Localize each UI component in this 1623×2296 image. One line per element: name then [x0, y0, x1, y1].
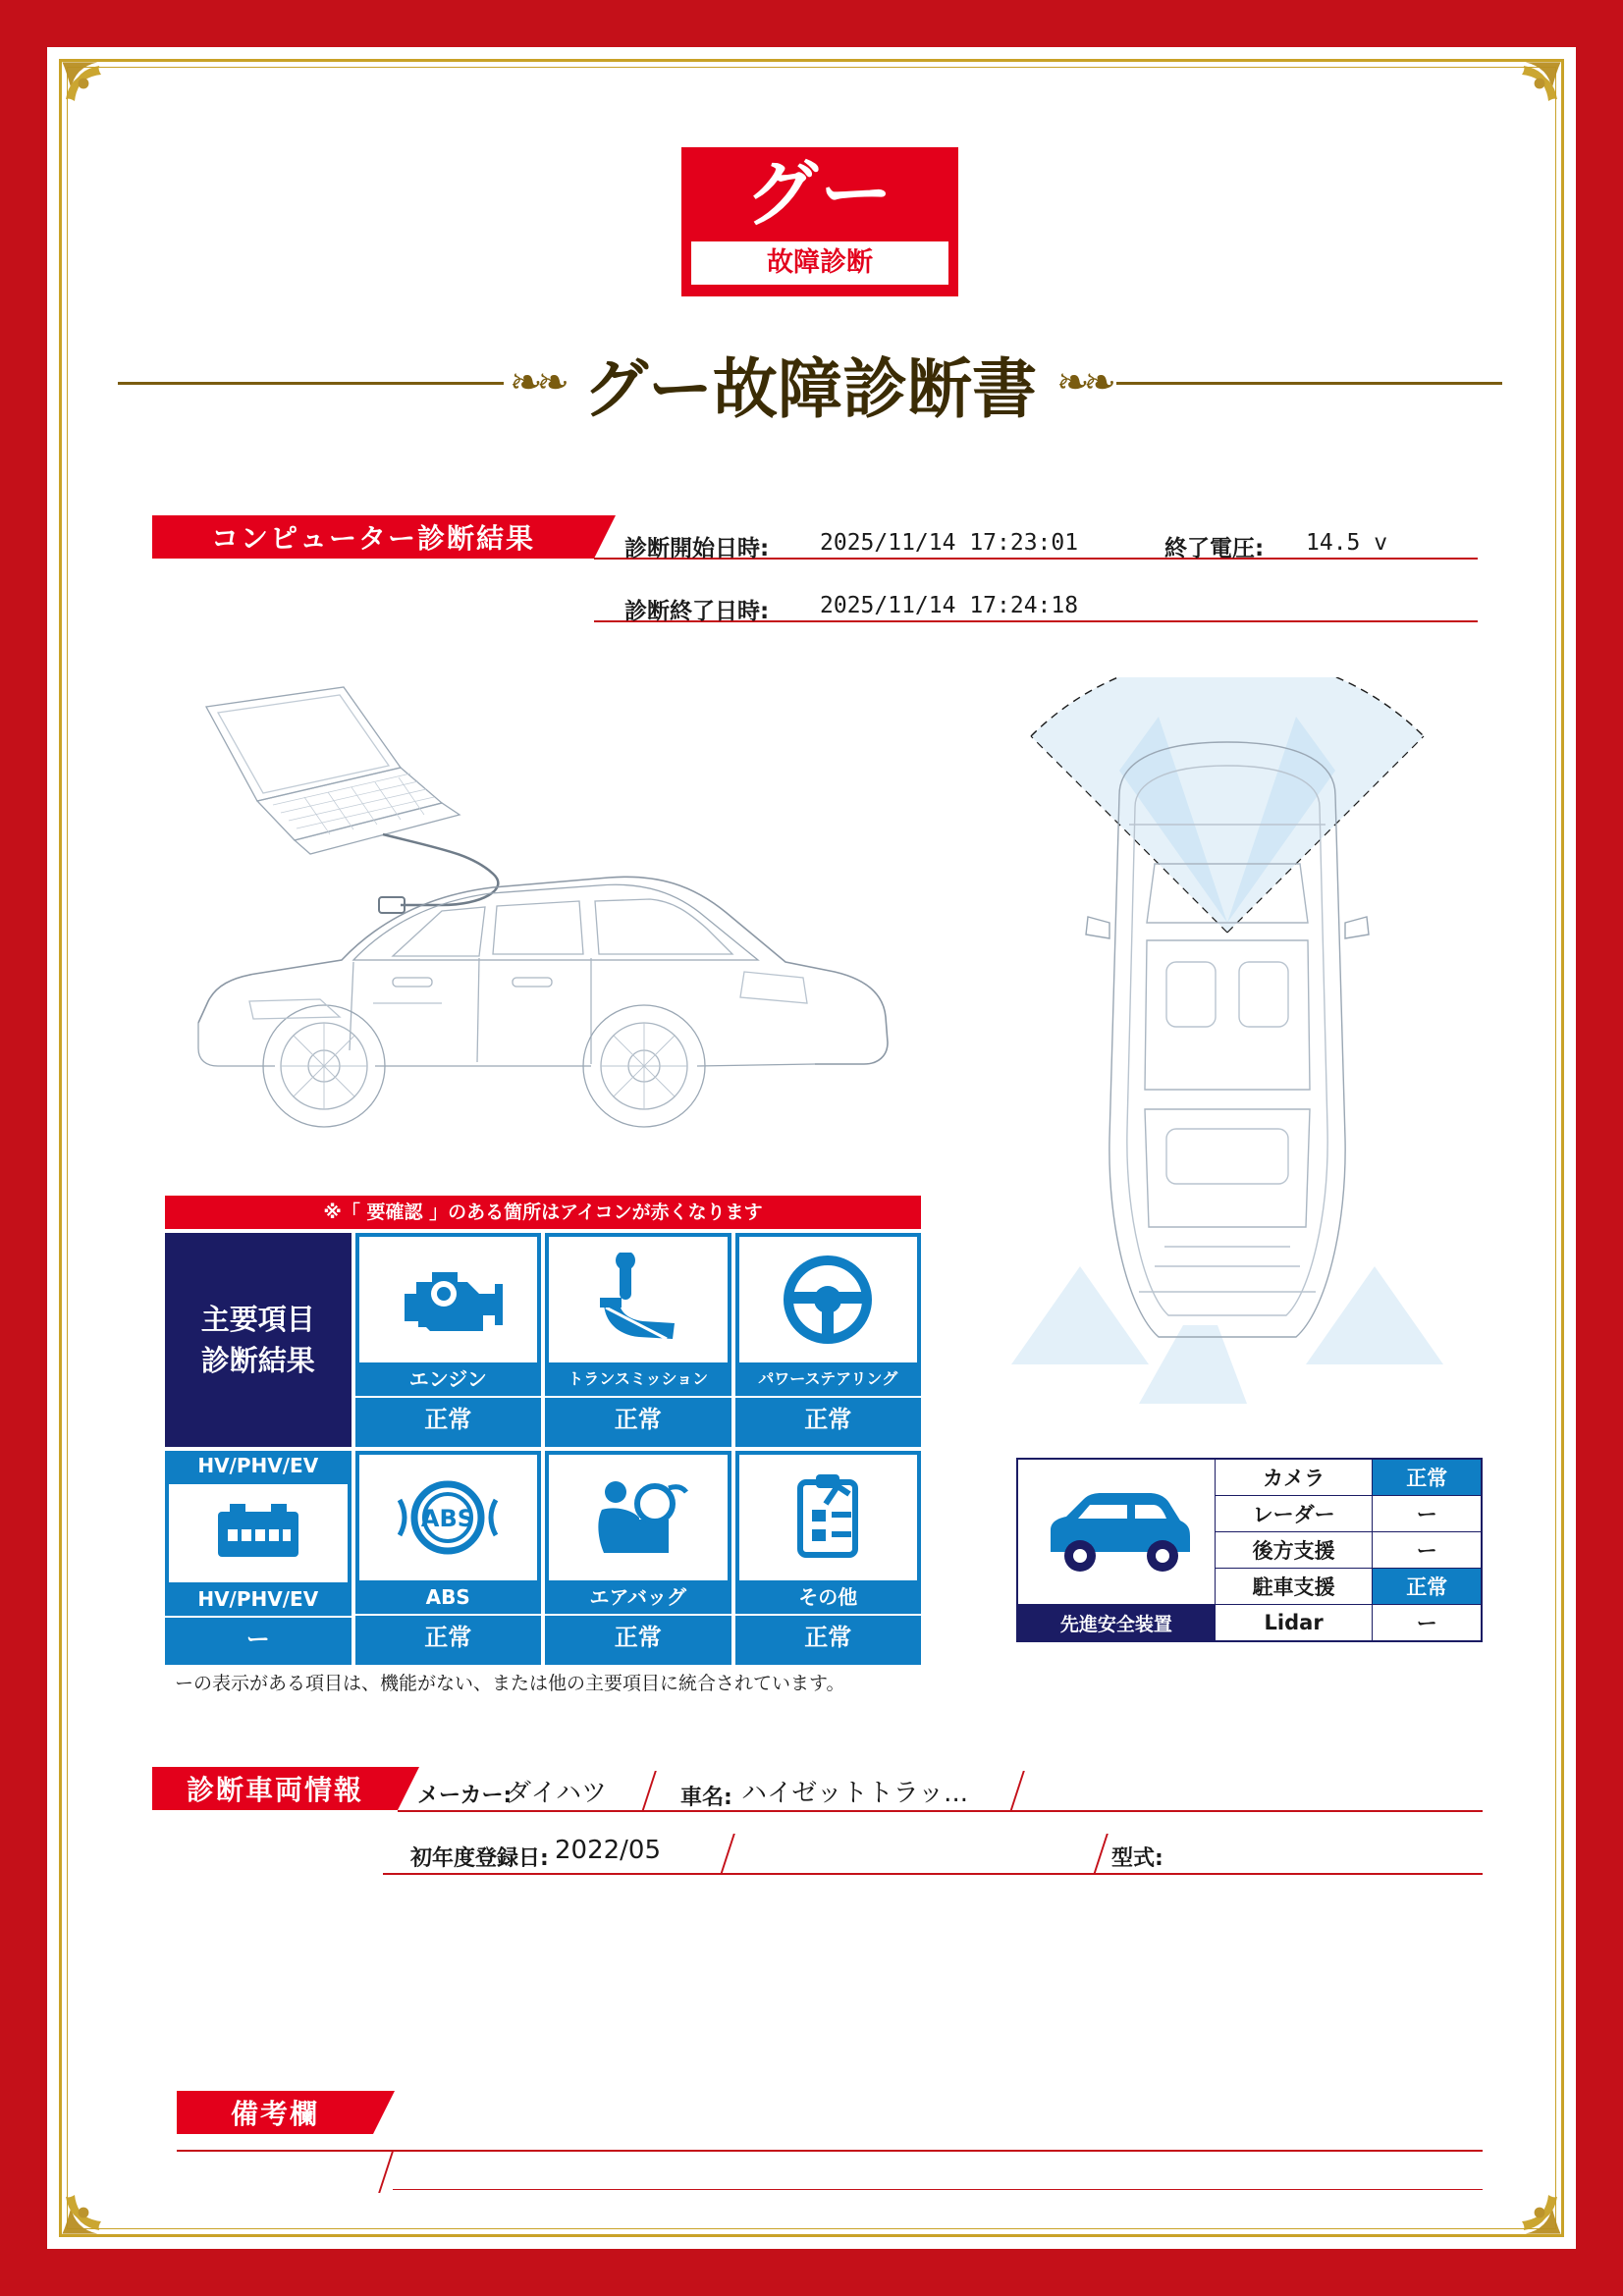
steering-icon-svg	[774, 1253, 882, 1347]
item-others-label: その他	[798, 1585, 858, 1609]
abs-icon	[359, 1455, 538, 1580]
items-banner: ※「 要確認 」のある箇所はアイコンが赤くなります	[165, 1196, 921, 1229]
corner-ornament-icon	[57, 57, 145, 145]
section-computer-result-label: コンピューター診断結果	[210, 522, 535, 555]
item-hv-status: ー	[165, 1616, 352, 1661]
item-abs-status: 正常	[355, 1614, 542, 1659]
start-datetime-value: 2025/11/14 17:23:01	[820, 530, 1079, 556]
item-transmission	[545, 1233, 731, 1447]
items-note: ーの表示がある項目は、機能がない、または他の主要項目に統合されています。	[175, 1673, 845, 1694]
vehicle-rule-2	[383, 1873, 1483, 1875]
main-items-grid	[165, 1233, 921, 1665]
page-title	[118, 334, 1502, 432]
item-engine-label: エンジン	[408, 1367, 487, 1391]
corner-ornament-icon	[1478, 57, 1566, 145]
main-items-title-line2: 診断結果	[200, 1344, 315, 1377]
vehicle-rule-1	[398, 1810, 1483, 1812]
transmission-icon	[549, 1237, 728, 1362]
adas-status-parking-support: 正常	[1373, 1569, 1482, 1605]
adas-status-rear-support: ー	[1373, 1532, 1482, 1569]
battery-icon	[169, 1484, 348, 1582]
item-others	[735, 1451, 922, 1665]
goo-logo	[681, 147, 958, 296]
maker-label: メーカー:	[417, 1784, 513, 1808]
first-registration-value: 2022/05	[555, 1836, 662, 1865]
title-ornament-icon: ❧❧	[509, 361, 564, 404]
adas-sensor-illustration	[972, 677, 1483, 1423]
laptop-car-illustration	[147, 677, 943, 1188]
adas-table	[1016, 1458, 1483, 1642]
item-abs	[355, 1451, 542, 1665]
item-hv-phv-ev	[165, 1451, 352, 1665]
adas-name-rear-support: 後方支援	[1215, 1532, 1373, 1569]
adas-name-lidar: Lidar	[1215, 1605, 1373, 1642]
clipboard-icon	[739, 1455, 918, 1580]
abs-icon-svg	[394, 1470, 502, 1565]
item-transmission-label: トランスミッション	[568, 1369, 709, 1388]
voltage-value: 14.5 v	[1306, 530, 1388, 556]
remarks-rule-1	[177, 2150, 1483, 2152]
item-engine	[355, 1233, 542, 1447]
item-power-steering	[735, 1233, 922, 1447]
item-engine-status: 正常	[355, 1396, 542, 1441]
title-rule-left	[118, 382, 504, 385]
item-airbag	[545, 1451, 731, 1665]
adas-name-radar: レーダー	[1215, 1496, 1373, 1532]
logo-main-text: グー	[745, 152, 894, 237]
adas-status-radar: ー	[1373, 1496, 1482, 1532]
item-airbag-label: エアバッグ	[589, 1585, 686, 1609]
adas-status-camera: 正常	[1373, 1459, 1482, 1496]
remarks-rule-2	[393, 2189, 1483, 2190]
item-power-steering-status: 正常	[735, 1396, 922, 1441]
car-name-value: ハイゼットトラッ...	[741, 1779, 968, 1808]
maker-value: ダイハツ	[506, 1779, 607, 1808]
adas-name-parking-support: 駐車支援	[1215, 1569, 1373, 1605]
section-computer-result	[152, 515, 594, 559]
steering-icon	[739, 1237, 918, 1362]
item-transmission-status: 正常	[545, 1396, 731, 1441]
item-abs-label: ABS	[425, 1585, 470, 1609]
clipboard-icon-svg	[779, 1470, 877, 1565]
item-hv-label: HV/PHV/EV	[197, 1587, 319, 1611]
adas-table-title: 先進安全装置	[1017, 1605, 1215, 1642]
logo-sub-text: 故障診断	[767, 247, 873, 278]
section-vehicle-info-label: 診断車両情報	[186, 1774, 363, 1806]
voltage-label: 終了電圧:	[1164, 536, 1265, 561]
end-datetime-label: 診断終了日時:	[624, 599, 770, 624]
table-row	[1017, 1605, 1482, 1642]
section-vehicle-info	[152, 1767, 398, 1810]
page-title-text: グー故障診断書	[583, 350, 1037, 427]
model-code-label: 型式:	[1111, 1846, 1163, 1871]
svg-text:ABS: ABS	[421, 1505, 475, 1532]
title-rule-right	[1116, 382, 1502, 385]
airbag-icon-svg	[584, 1470, 692, 1565]
main-items-title	[165, 1233, 352, 1447]
engine-icon-svg	[389, 1253, 507, 1347]
start-datetime-label: 診断開始日時:	[624, 536, 770, 561]
car-icon-svg	[1033, 1475, 1200, 1583]
adas-car-icon	[1017, 1459, 1215, 1605]
logo-sub-box	[691, 241, 948, 285]
first-registration-label: 初年度登録日:	[410, 1846, 549, 1871]
engine-icon	[359, 1237, 538, 1362]
corner-ornament-icon	[1478, 2151, 1566, 2239]
transmission-icon-svg	[584, 1253, 692, 1347]
section-remarks-label: 備考欄	[230, 2098, 319, 2130]
item-others-status: 正常	[735, 1614, 922, 1659]
table-row	[1017, 1459, 1482, 1496]
item-airbag-status: 正常	[545, 1614, 731, 1659]
main-items-title-line1: 主要項目	[200, 1303, 315, 1336]
item-power-steering-label: パワーステアリング	[758, 1369, 898, 1388]
car-name-label: 車名:	[680, 1786, 732, 1810]
battery-icon-svg	[204, 1496, 312, 1571]
item-hv-top-label: HV/PHV/EV	[197, 1454, 319, 1477]
adas-name-camera: カメラ	[1215, 1459, 1373, 1496]
title-ornament-icon: ❧❧	[1056, 361, 1111, 404]
section-remarks	[177, 2091, 373, 2134]
adas-status-lidar: ー	[1373, 1605, 1482, 1642]
airbag-icon	[549, 1455, 728, 1580]
end-datetime-value: 2025/11/14 17:24:18	[820, 593, 1079, 618]
corner-ornament-icon	[57, 2151, 145, 2239]
